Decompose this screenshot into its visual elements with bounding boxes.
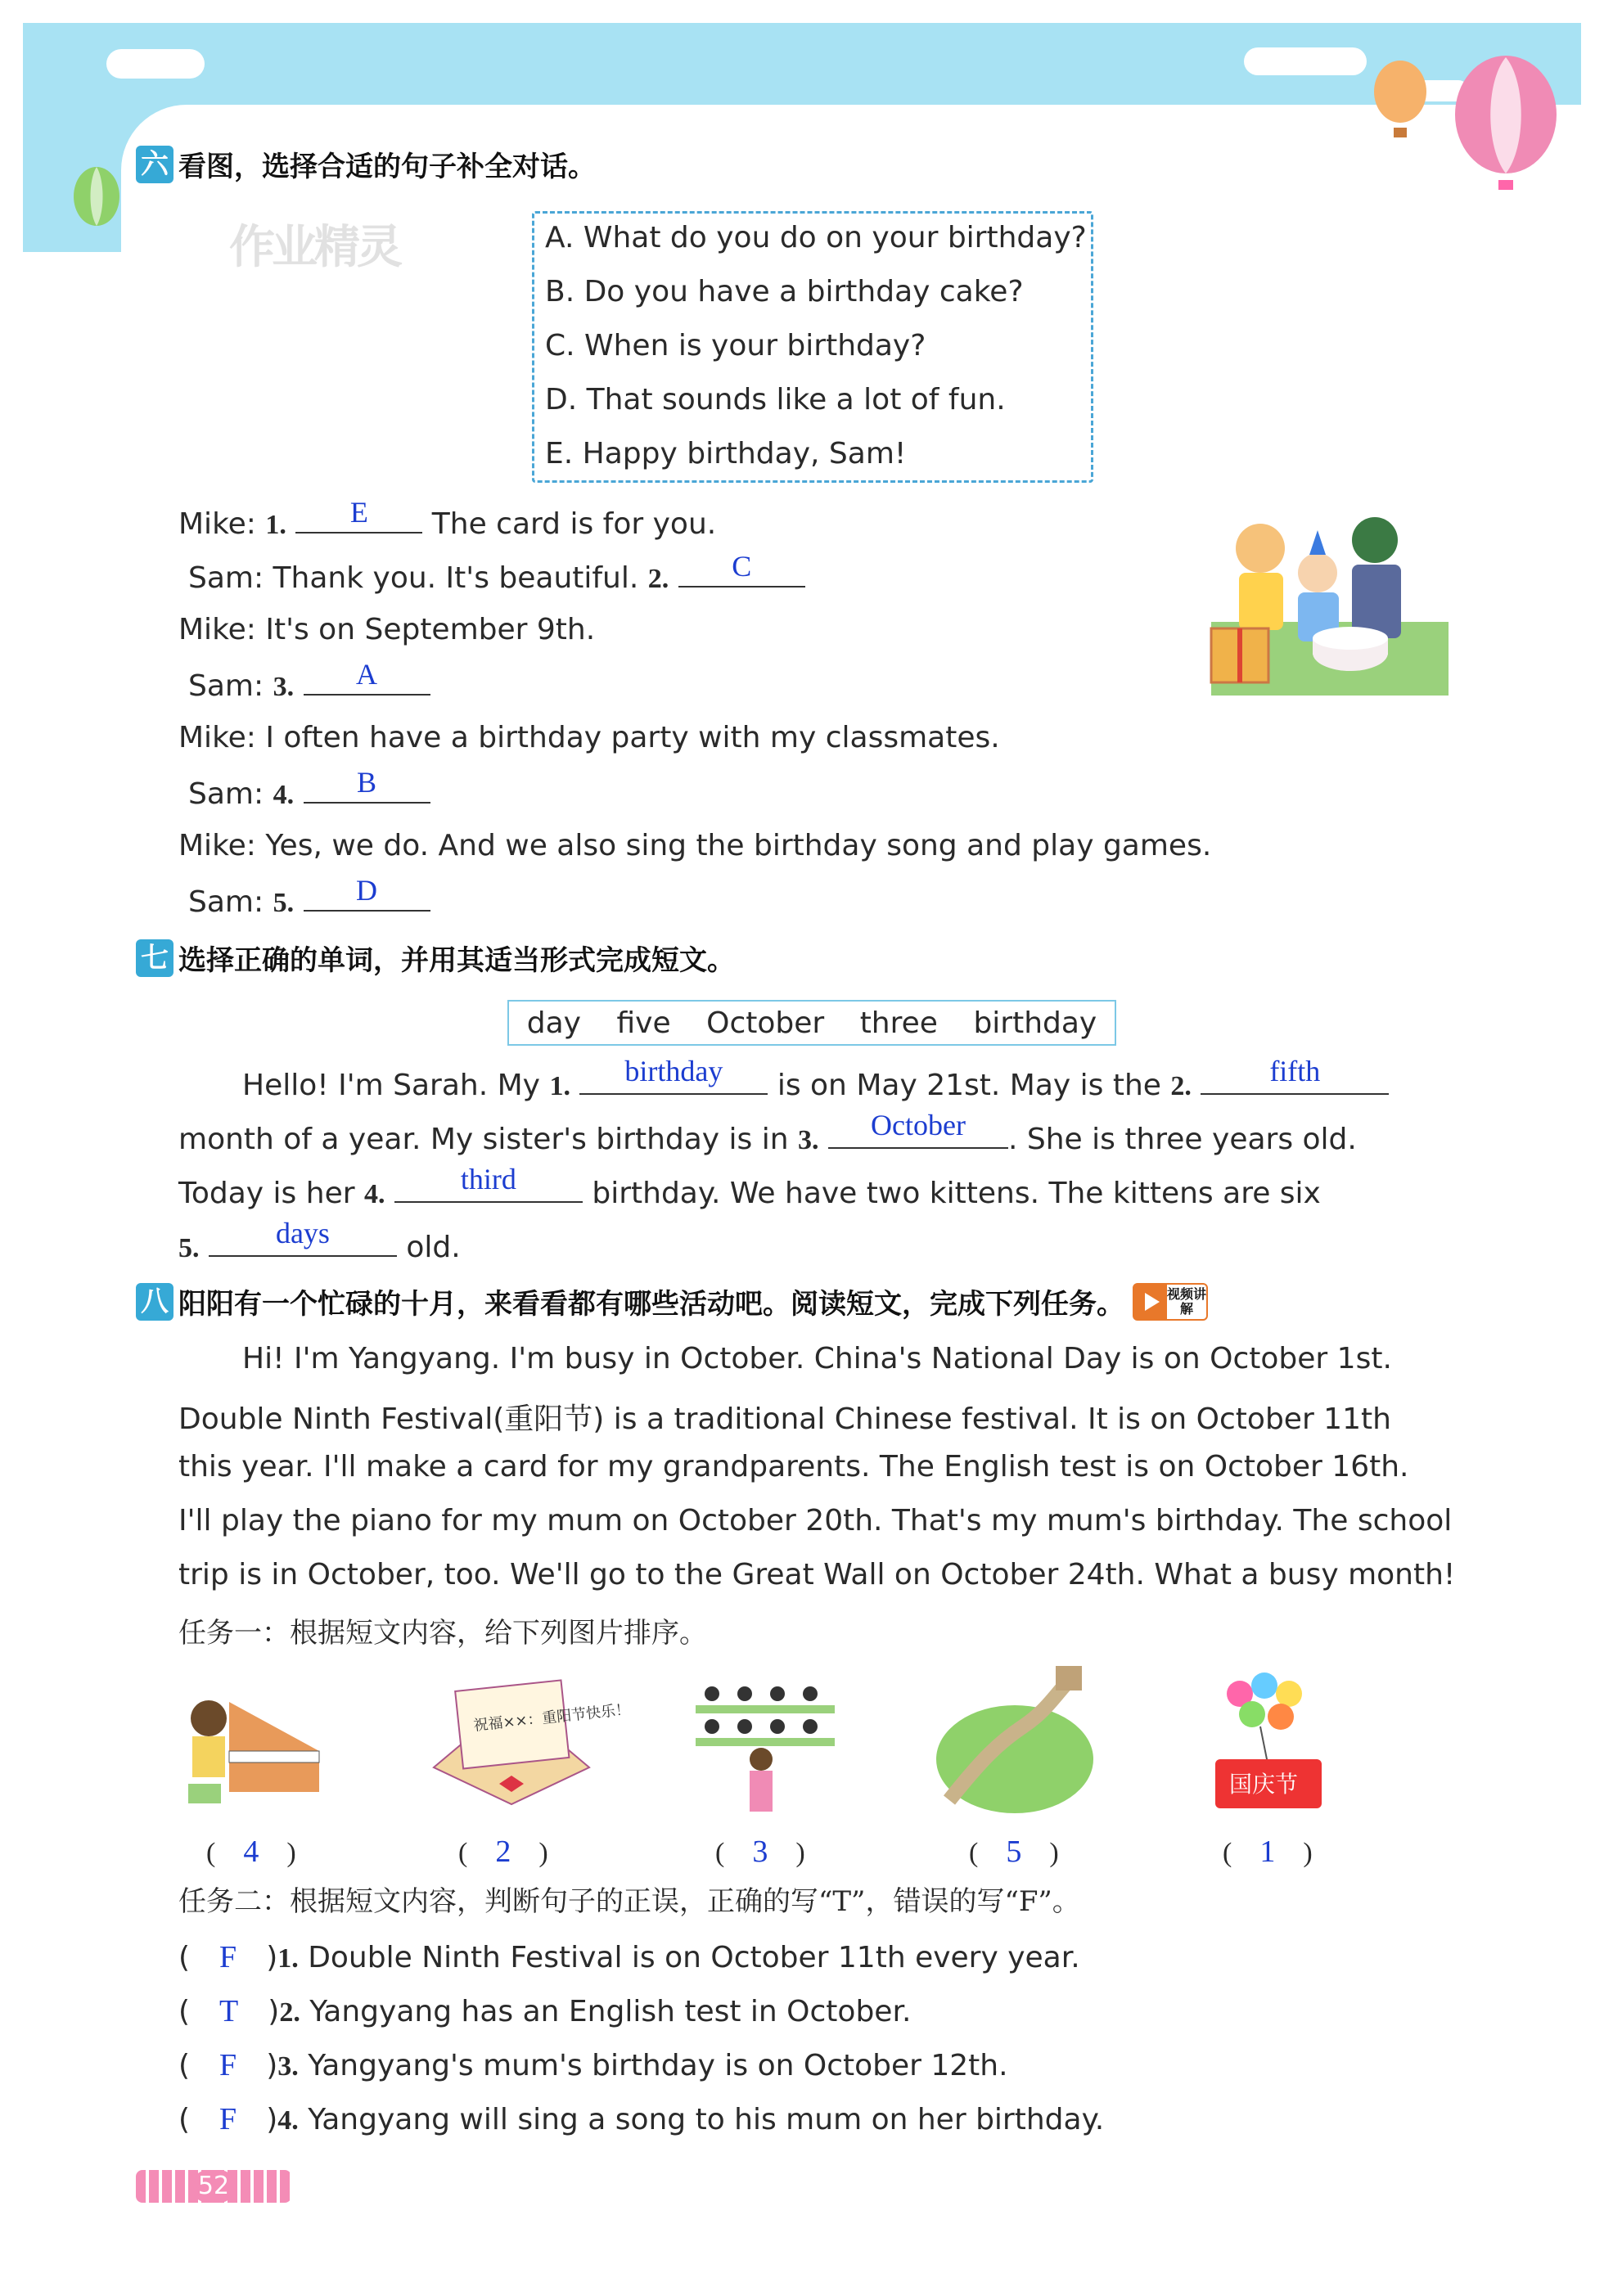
dialogue-line-3: Mike: It's on September 9th. xyxy=(178,613,596,646)
passage-text: birthday. We have two kittens. The kittens are six xyxy=(582,1177,1321,1210)
passage-line-1 xyxy=(242,1055,1389,1102)
item-number: 1. xyxy=(277,1943,299,1974)
page-number: 52 xyxy=(191,2170,236,2203)
blank-number: 2. xyxy=(1170,1071,1192,1101)
answer-text: 5 xyxy=(1006,1835,1022,1869)
blank-number: 5. xyxy=(178,1233,200,1263)
section-6-instruction: 看图，选择合适的句子补全对话。 xyxy=(178,151,596,183)
small-balloon-icon xyxy=(64,164,129,245)
card-text: 祝福××：重阳节快乐！ xyxy=(472,1700,631,1735)
section-8-title xyxy=(136,1281,1208,1321)
order-answer-3: ( 3 ) xyxy=(715,1835,805,1869)
dialogue-line-8 xyxy=(188,874,430,919)
answer-text: October xyxy=(871,1109,966,1141)
blank-number: 4. xyxy=(273,780,295,810)
option-d: D. That sounds like a lot of fun. xyxy=(545,383,1006,416)
option-b: B. Do you have a birthday cake? xyxy=(545,275,1024,308)
greeting-card-picture xyxy=(426,1669,631,1808)
option-e: E. Happy birthday, Sam! xyxy=(545,437,907,470)
answer-text: F xyxy=(219,2048,237,2082)
blank-number: 2. xyxy=(647,564,669,594)
statement-text: Yangyang has an English test in October. xyxy=(309,1995,912,2028)
answer-text: F xyxy=(219,1940,237,1974)
word-bank-item: October xyxy=(706,1006,825,1040)
answer-blank[interactable] xyxy=(304,658,430,696)
reading-line-5: trip is in October, too. We'll go to the Great Wall on October 24th. What a busy month! xyxy=(178,1558,1456,1591)
section-7-number: 七 xyxy=(136,939,173,977)
passage-text: old. xyxy=(396,1231,461,1264)
answer-blank[interactable] xyxy=(295,496,422,533)
tf-item-3: ( F )3. Yangyang's mum's birthday is on October 12th. xyxy=(178,2048,1008,2082)
section-6-title xyxy=(136,144,596,184)
video-badge-label: 视频讲解 xyxy=(1167,1285,1207,1317)
speaker-text: Sam: xyxy=(188,777,273,811)
word-bank xyxy=(507,1000,1116,1046)
passage-text: is on May 21st. May is the xyxy=(768,1069,1171,1102)
answer-blank[interactable] xyxy=(1201,1055,1389,1095)
blank-number: 1. xyxy=(265,510,286,540)
item-number: 3. xyxy=(277,2051,299,2082)
dialogue-line-7: Mike: Yes, we do. And we also sing the birthday song and play games. xyxy=(178,829,1212,862)
blank-number: 3. xyxy=(798,1125,819,1155)
dialogue-line-5: Mike: I often have a birthday party with my classmates. xyxy=(178,721,1000,754)
statement-text: Double Ninth Festival is on October 11th every year. xyxy=(308,1941,1080,1974)
speaker-text: Mike: xyxy=(178,507,266,541)
statement-text: Yangyang's mum's birthday is on October 12th. xyxy=(308,2049,1008,2082)
passage-line-4 xyxy=(178,1217,461,1264)
cloud-icon xyxy=(1244,47,1367,75)
order-answer-2: ( 2 ) xyxy=(458,1835,548,1869)
hot-air-balloon-icon xyxy=(1363,57,1575,188)
piano-picture xyxy=(180,1669,327,1808)
dialogue-line-6 xyxy=(188,766,430,811)
passage-text: Hello! I'm Sarah. My xyxy=(242,1069,550,1102)
section-7-instruction: 选择正确的单词，并用其适当形式完成短文。 xyxy=(178,944,735,977)
great-wall-picture xyxy=(933,1661,1097,1817)
answer-text: 3 xyxy=(752,1835,768,1869)
reading-line-2: Double Ninth Festival(重阳节) is a traditional Chinese festival. It is on October 11th xyxy=(178,1402,1391,1436)
answer-text: D xyxy=(356,874,378,907)
passage-text: Today is her xyxy=(178,1177,364,1210)
passage-text: month of a year. My sister's birthday is in xyxy=(178,1123,799,1156)
speaker-text: Sam: xyxy=(188,885,273,919)
answer-text: birthday xyxy=(624,1055,723,1087)
section-7-title xyxy=(136,938,735,978)
answer-blank[interactable] xyxy=(394,1163,583,1203)
passage-line-3 xyxy=(178,1163,1321,1210)
item-number: 2. xyxy=(279,1997,300,2028)
dialogue-line-4 xyxy=(188,658,430,703)
order-answer-4: ( 5 ) xyxy=(969,1835,1059,1869)
speaker-text: Sam: Thank you. It's beautiful. xyxy=(188,561,648,595)
answer-text: F xyxy=(219,2102,237,2136)
dialogue-text: The card is for you. xyxy=(422,507,717,541)
answer-text: fifth xyxy=(1269,1055,1321,1087)
tf-item-1: ( F )1. Double Ninth Festival is on October 11th every year. xyxy=(178,1940,1080,1974)
birthday-party-illustration xyxy=(1211,507,1449,696)
task-1-instruction: 任务一：根据短文内容，给下列图片排序。 xyxy=(178,1617,707,1650)
answer-text: T xyxy=(219,1994,239,2028)
answer-blank[interactable] xyxy=(828,1109,1008,1149)
blank-number: 1. xyxy=(549,1071,570,1101)
answer-text: third xyxy=(460,1163,516,1195)
passage-text: . She is three years old. xyxy=(1007,1123,1357,1156)
answer-blank[interactable] xyxy=(678,550,805,588)
flag-text: 国庆节 xyxy=(1229,1771,1299,1798)
word-bank-item: birthday xyxy=(973,1006,1097,1040)
word-bank-item: day xyxy=(526,1006,581,1040)
answer-blank[interactable] xyxy=(304,874,430,912)
cloud-icon xyxy=(106,49,205,79)
answer-text: 4 xyxy=(243,1835,259,1869)
section-8-number: 八 xyxy=(136,1283,173,1321)
word-bank-item: five xyxy=(616,1006,671,1040)
order-answer-1: ( 4 ) xyxy=(206,1835,296,1869)
answer-text: B xyxy=(357,766,377,799)
answer-text: 1 xyxy=(1259,1835,1276,1869)
tf-item-4: ( F )4. Yangyang will sing a song to his mum on her birthday. xyxy=(178,2102,1105,2136)
answer-text: 2 xyxy=(495,1835,511,1869)
play-icon xyxy=(1134,1285,1167,1319)
reading-line-4: I'll play the piano for my mum on October 20th. That's my mum's birthday. The school xyxy=(178,1504,1453,1537)
section-8-instruction: 阳阳有一个忙碌的十月，来看看都有哪些活动吧。阅读短文，完成下列任务。 xyxy=(178,1288,1124,1321)
order-answer-5: ( 1 ) xyxy=(1223,1835,1313,1869)
reading-line-3: this year. I'll make a card for my grandparents. The English test is on October 16th. xyxy=(178,1450,1409,1483)
task-2-instruction: 任务二：根据短文内容，判断句子的正误，正确的写“T”，错误的写“F”。 xyxy=(178,1885,1080,1918)
item-number: 4. xyxy=(277,2105,299,2136)
reading-line-1: Hi! I'm Yangyang. I'm busy in October. China's National Day is on October 1st. xyxy=(242,1342,1392,1375)
passage-line-2 xyxy=(178,1109,1357,1156)
statement-text: Yangyang will sing a song to his mum on her birthday. xyxy=(308,2103,1105,2136)
blank-number: 5. xyxy=(273,888,295,918)
option-a: A. What do you do on your birthday? xyxy=(545,221,1087,254)
answer-blank[interactable] xyxy=(579,1055,768,1095)
classroom-test-picture xyxy=(687,1669,843,1817)
watermark: 作业精灵 xyxy=(229,221,399,274)
section-6-number: 六 xyxy=(136,146,173,183)
national-day-picture xyxy=(1211,1669,1326,1817)
answer-text: days xyxy=(275,1217,330,1249)
word-bank-item: three xyxy=(859,1006,938,1040)
answer-blank[interactable] xyxy=(209,1217,397,1257)
answer-blank[interactable] xyxy=(304,766,430,804)
answer-text: E xyxy=(349,496,368,529)
option-c: C. When is your birthday? xyxy=(545,329,926,362)
page-number-badge xyxy=(136,2170,291,2203)
answer-text: A xyxy=(356,658,378,691)
blank-number: 4. xyxy=(363,1179,385,1209)
dialogue-line-1 xyxy=(178,496,717,541)
tf-item-2: ( T )2. Yangyang has an English test in October. xyxy=(178,1994,912,2028)
answer-text: C xyxy=(732,550,752,583)
speaker-text: Sam: xyxy=(188,669,273,703)
dialogue-line-2 xyxy=(188,550,805,595)
video-explain-button[interactable] xyxy=(1133,1283,1208,1321)
blank-number: 3. xyxy=(273,672,295,702)
